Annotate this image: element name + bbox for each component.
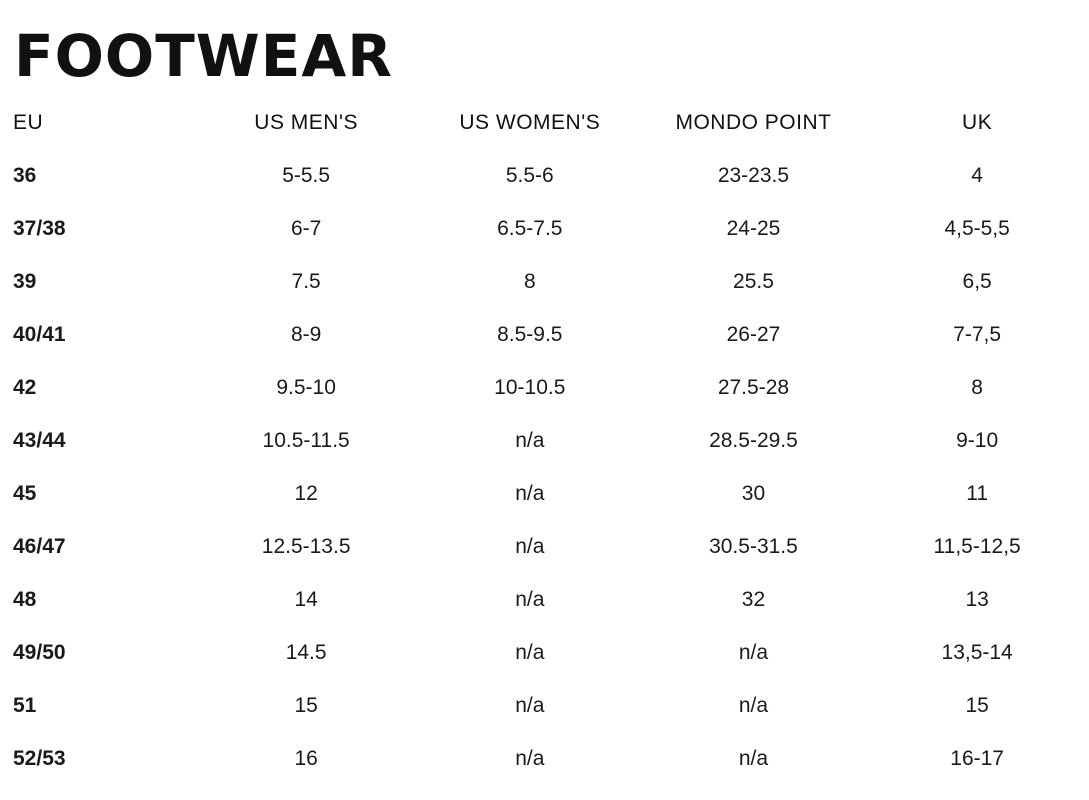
cell-mondo-point: 24-25 [726,216,781,240]
cell-uk: 11 [966,481,989,505]
cell-us-womens: 6.5-7.5 [497,216,563,240]
cell-mondo-point: n/a [738,746,769,770]
cell-mondo-point: 32 [741,587,766,611]
cell-mondo-point: n/a [738,693,769,717]
cell-uk: 13 [965,587,989,611]
cell-us-mens: 9.5-10 [276,375,336,399]
cell-mondo-point: 30 [741,481,766,505]
footwear-size-table [0,96,1089,785]
cell-uk: 4,5-5,5 [944,216,1010,240]
table-row [0,414,1089,467]
cell-eu: 36 [13,163,37,187]
cell-eu: 40/41 [13,322,66,346]
cell-uk: 13,5-14 [941,640,1013,664]
cell-mondo-point: 27.5-28 [717,375,790,399]
cell-uk: 7-7,5 [953,322,1002,346]
cell-us-mens: 10.5-11.5 [262,428,350,452]
cell-us-womens: 8.5-9.5 [497,322,563,346]
cell-eu: 52/53 [13,746,66,770]
cell-mondo-point: n/a [738,640,769,664]
cell-uk: 9-10 [956,428,999,452]
cell-eu: 51 [13,693,37,717]
column-header-eu: EU [13,110,44,134]
cell-uk: 11,5-12,5 [933,534,1021,558]
table-header-row [0,96,1089,149]
table-row [0,626,1089,679]
cell-us-womens: n/a [515,587,545,611]
cell-mondo-point: 30.5-31.5 [709,534,798,558]
cell-mondo-point: 23-23.5 [717,163,790,187]
cell-us-womens: 10-10.5 [494,375,566,399]
cell-us-womens: n/a [515,428,545,452]
cell-us-mens: 5-5.5 [282,163,331,187]
cell-us-mens: 14 [294,587,318,611]
cell-us-womens: 8 [523,269,536,293]
cell-eu: 42 [13,375,37,399]
cell-uk: 16-17 [950,746,1004,770]
cell-us-mens: 16 [294,746,318,770]
cell-uk: 15 [965,693,989,717]
cell-uk: 8 [971,375,983,399]
cell-eu: 48 [13,587,37,611]
cell-us-mens: 12 [294,481,318,505]
column-header-mondo-point: MONDO POINT [675,110,832,134]
cell-us-womens: n/a [515,693,545,717]
table-row [0,520,1089,573]
cell-uk: 4 [971,163,983,187]
table-row [0,361,1089,414]
cell-eu: 39 [13,269,37,293]
cell-mondo-point: 28.5-29.5 [709,428,798,452]
cell-eu: 43/44 [13,428,66,452]
cell-us-mens: 15 [294,693,318,717]
cell-eu: 46/47 [13,534,66,558]
column-header-us-mens: US MEN'S [254,110,358,134]
page-title: FOOTWEAR [14,22,393,90]
column-header-uk: UK [962,110,993,134]
table-row [0,732,1089,785]
table-row [0,573,1089,626]
cell-us-womens: n/a [515,481,545,505]
cell-us-womens: n/a [515,746,545,770]
cell-us-womens: n/a [515,534,545,558]
cell-eu: 37/38 [13,216,66,240]
cell-mondo-point: 25.5 [733,269,774,293]
column-header-us-womens: US WOMEN'S [459,110,601,134]
table-row [0,679,1089,732]
cell-us-womens: n/a [515,640,545,664]
cell-us-mens: 14.5 [285,640,327,664]
table-row [0,467,1089,520]
cell-eu: 49/50 [13,640,66,664]
table-row [0,255,1089,308]
cell-us-mens: 7.5 [291,269,321,293]
table-body [0,149,1089,785]
table-row [0,149,1089,202]
cell-eu: 45 [13,481,37,505]
cell-us-womens: 5.5-6 [505,163,554,187]
cell-uk: 6,5 [962,269,992,293]
cell-us-mens: 6-7 [290,216,322,240]
cell-us-mens: 8-9 [290,322,322,346]
table-row [0,308,1089,361]
cell-mondo-point: 26-27 [726,322,781,346]
table-row [0,202,1089,255]
cell-us-mens: 12.5-13.5 [261,534,351,558]
